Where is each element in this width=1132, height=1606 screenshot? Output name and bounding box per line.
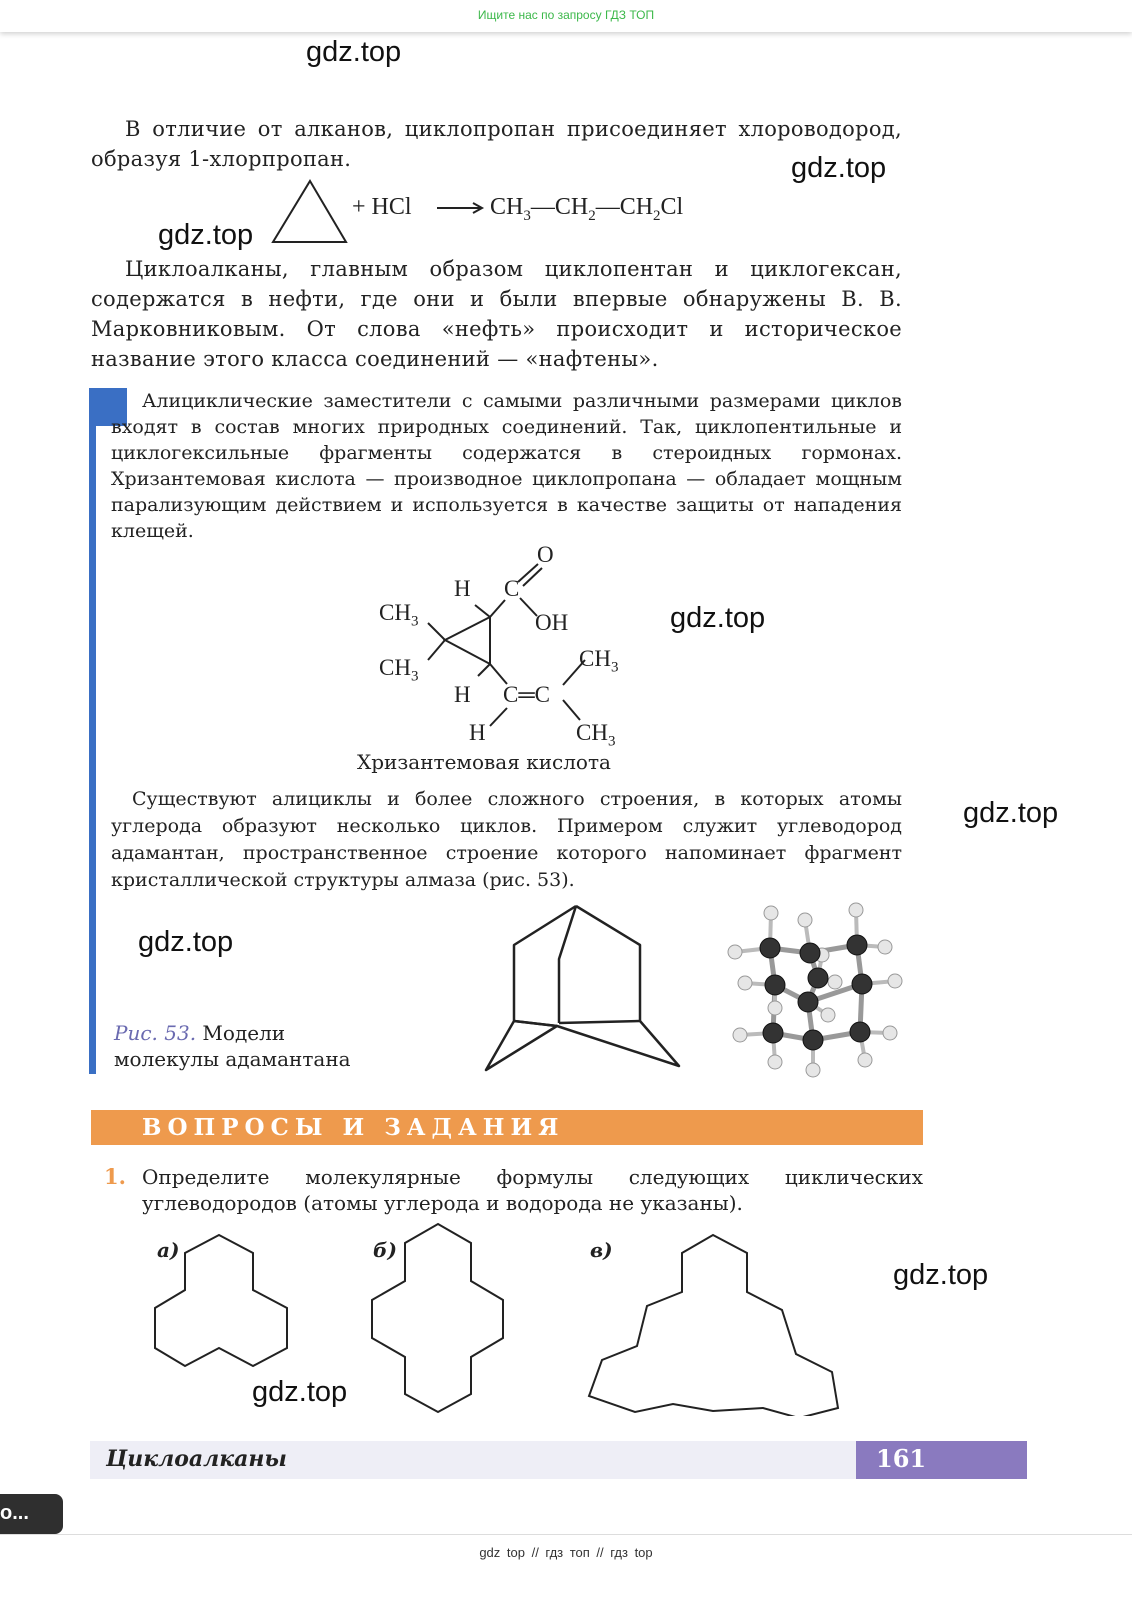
atom-c-carboxyl: C [504,576,520,601]
watermark: gdz.top [791,152,887,184]
atom-h-middle: H [454,682,471,707]
group-ch3-right-bottom: $CH_3$ [576,720,616,750]
atom-o: O [537,542,554,567]
watermark: gdz.top [893,1259,989,1291]
group-ch3-right-top: $CH_3$ [579,646,619,676]
chrysanthemic-acid-structure [370,540,660,760]
watermark: gdz.top [138,926,234,958]
variant-b-label: б) [373,1238,397,1262]
figure-caption-line2: молекулы адамантана [114,1047,351,1071]
bottom-links[interactable]: gdz top // гдз топ // гдз top [479,1545,653,1560]
chapter-title: Циклоалканы [106,1446,287,1472]
page-number: 161 [876,1444,927,1473]
question-number: 1. [104,1164,126,1189]
paragraph-naphthenes: Циклоалканы, главным образом циклопентан и циклогексан, содержатся в нефти, где они и были впервые обнаружены В. В. Марковниковым. От слова «нефть» происходит и историческое название этого класса соединений — «нафтены». [91,257,902,371]
paragraph-intro: В отличие от алканов, циклопропан присоединяет хлороводород, образуя 1-хлорпропан. [91,117,902,171]
reaction-reagent: + HCl [352,194,412,220]
group-ch3-left-bottom: $CH_3$ [379,655,419,685]
watermark: gdz.top [252,1376,348,1408]
watermark: gdz.top [306,36,402,68]
structure-c-image [585,1230,843,1416]
variant-a-label: а) [157,1238,180,1262]
adamantane-skeletal-image [482,902,682,1074]
watermark: gdz.top [670,602,766,634]
atom-h-bottom: H [469,720,486,745]
variant-c-label: в) [590,1238,613,1262]
molecule-name: Хризантемовая кислота [357,750,611,774]
sidebar-accent [89,388,96,1074]
figure-caption [114,1020,351,1072]
figure-label: Рис. 53. [114,1021,197,1045]
paragraph-alicyclic: Алициклические заместители с самыми различными размерами циклов входят в состав многих природных соединений. Так, циклопентильные и циклогексильные фрагменты содержатся в стероидных гормонах. Хризантемовая кислота — производное циклопропана — обладает мощным парализующим действием и используется в качестве защиты от нападения клещей. [111,390,902,542]
group-oh: OH [535,610,569,635]
question-text: Определите молекулярные формулы следующих циклических углеводородов (атомы углерода и водорода не указаны). [142,1165,923,1215]
cyclopropane-triangle [270,178,350,246]
structure-b-image [367,1220,507,1416]
watermark: gdz.top [963,797,1059,829]
figure-caption-line1: Модели [202,1021,286,1045]
questions-header: ВОПРОСЫ И ЗАДАНИЯ [142,1114,565,1141]
watermark: gdz.top [158,219,254,251]
top-banner-text[interactable]: Ищите нас по запросу ГДЗ ТОП [477,8,655,22]
reaction-product: $CH_3—CH_2—CH_2Cl$ [490,194,684,224]
structure-a-image [150,1230,295,1375]
paragraph-adamantane: Существуют алициклы и более сложного строения, в которых атомы углерода образуют несколько циклов. Примером служит углеводород адамантан, пространственное строение которого напоминает фрагмент кристаллической структуры алмаза (рис. 53). [111,788,902,891]
atom-h-top: H [454,576,471,601]
floating-menu-label[interactable]: о... [0,1502,29,1524]
adamantane-ball-model-image [725,900,905,1080]
group-ch3-left-top: $CH_3$ [379,600,419,630]
reaction-arrow-icon [437,200,485,216]
group-c-double-c: C═C [503,682,550,707]
